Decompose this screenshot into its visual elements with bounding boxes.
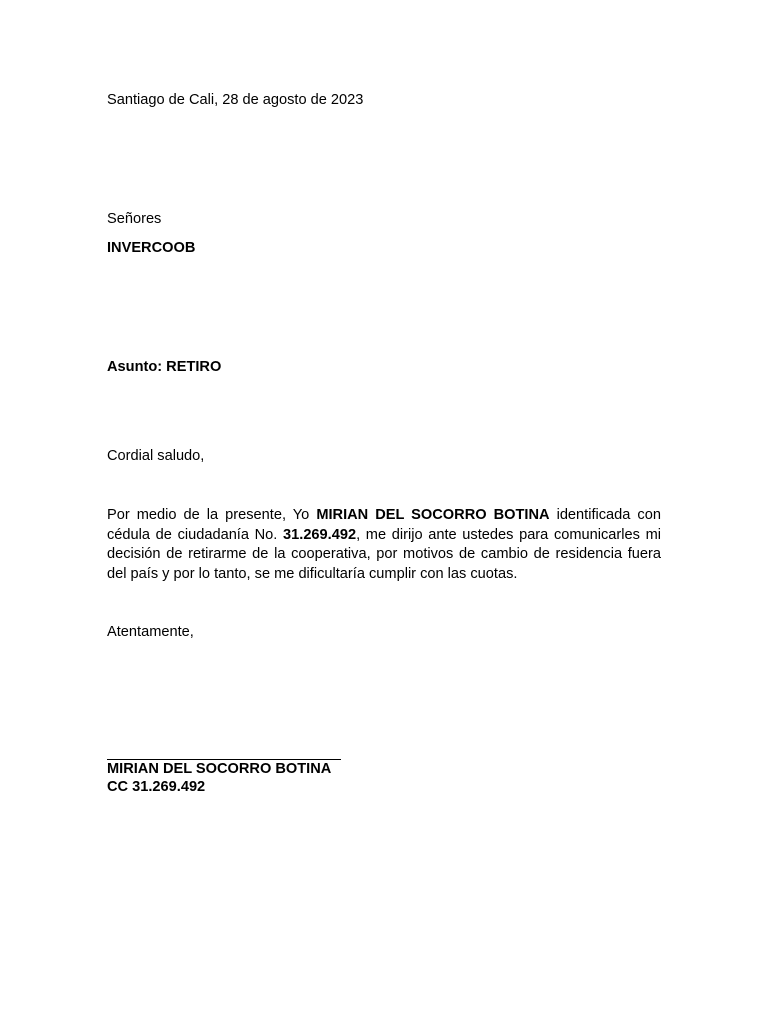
body-text-part2: identificada con cédula de ciudadanía No. xyxy=(107,507,661,543)
subject-line: Asunto: RETIRO xyxy=(107,359,222,375)
closing: Atentamente, xyxy=(107,624,194,640)
letter-body xyxy=(107,506,661,584)
addressee-company: INVERCOOB xyxy=(107,240,196,256)
addressee-title: Señores xyxy=(107,211,162,227)
body-name: MIRIAN DEL SOCORRO BOTINA xyxy=(316,507,550,523)
body-text-part1: Por medio de la presente, Yo xyxy=(107,507,317,523)
place-date: Santiago de Cali, 28 de agosto de 2023 xyxy=(107,92,364,108)
signature-id: CC 31.269.492 xyxy=(107,779,206,795)
body-text-part3: , me dirijo ante ustedes para comunicarles mi decisión de retirarme de la cooperativa, por motivos de cambio de residencia fuera del país y por lo tanto, se me dificultaría cumplir con las cuotas. xyxy=(107,526,661,582)
salutation: Cordial saludo, xyxy=(107,448,205,464)
signature-name: MIRIAN DEL SOCORRO BOTINA xyxy=(107,761,332,777)
body-id-number: 31.269.492 xyxy=(283,526,357,543)
